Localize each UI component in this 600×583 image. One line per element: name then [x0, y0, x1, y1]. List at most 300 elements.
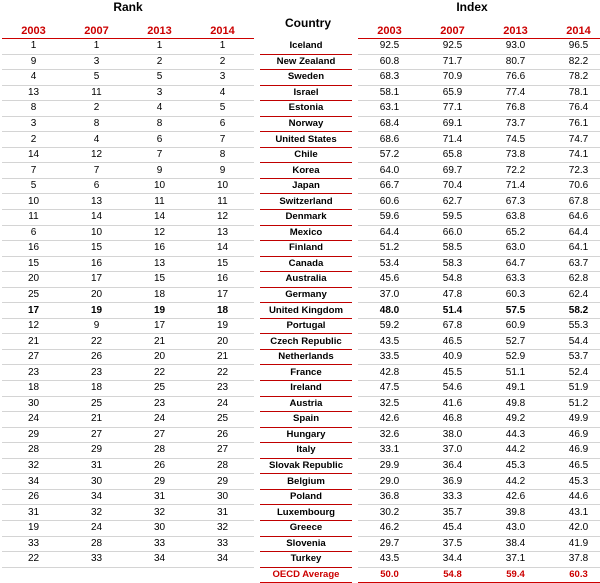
index-cell: 64.4	[547, 225, 600, 241]
country-cell: Korea	[260, 163, 352, 179]
index-cell: 52.4	[547, 365, 600, 381]
rank-cell: 11	[2, 210, 65, 226]
index-cell: 53.7	[547, 349, 600, 365]
rank-cell: 6	[2, 225, 65, 241]
table-row	[2, 54, 600, 70]
rank-cell: 18	[128, 287, 191, 303]
rank-cell: 27	[191, 443, 254, 459]
rank-cell: 6	[191, 116, 254, 132]
blank-cell	[191, 567, 254, 582]
oecd-average-row	[2, 567, 600, 582]
rank-cell: 3	[65, 54, 128, 70]
table-row	[2, 365, 600, 381]
rank-cell: 34	[2, 474, 65, 490]
country-cell: Turkey	[260, 552, 352, 568]
index-cell: 49.1	[484, 381, 547, 397]
index-cell: 40.9	[421, 349, 484, 365]
rank-year-header: 2007	[65, 24, 128, 39]
index-cell: 45.6	[358, 272, 421, 288]
rank-cell: 23	[2, 365, 65, 381]
rank-cell: 21	[128, 334, 191, 350]
index-cell: 60.6	[358, 194, 421, 210]
country-cell: Canada	[260, 256, 352, 272]
index-cell: 37.1	[484, 552, 547, 568]
index-cell: 69.1	[421, 116, 484, 132]
rank-cell: 9	[65, 318, 128, 334]
rank-cell: 30	[128, 520, 191, 536]
rank-cell: 16	[2, 241, 65, 257]
index-cell: 78.1	[547, 85, 600, 101]
rank-cell: 19	[128, 303, 191, 319]
table-row	[2, 443, 600, 459]
rank-cell: 21	[191, 349, 254, 365]
rank-cell: 29	[65, 443, 128, 459]
index-cell: 77.4	[484, 85, 547, 101]
index-cell: 65.9	[421, 85, 484, 101]
rank-cell: 10	[128, 178, 191, 194]
rank-cell: 8	[191, 147, 254, 163]
rank-cell: 21	[2, 334, 65, 350]
rank-cell: 1	[2, 39, 65, 55]
index-cell: 49.2	[484, 412, 547, 428]
index-cell: 51.4	[421, 303, 484, 319]
index-cell: 37.8	[547, 552, 600, 568]
index-cell: 44.2	[484, 443, 547, 459]
rank-cell: 15	[128, 272, 191, 288]
rank-cell: 18	[65, 381, 128, 397]
index-cell: 68.3	[358, 70, 421, 86]
table-row	[2, 178, 600, 194]
rank-cell: 19	[2, 520, 65, 536]
oecd-average-label: OECD Average	[260, 567, 352, 582]
index-cell: 64.1	[547, 241, 600, 257]
rank-cell: 33	[2, 536, 65, 552]
country-cell: Italy	[260, 443, 352, 459]
rank-cell: 27	[2, 349, 65, 365]
index-cell: 59.2	[358, 318, 421, 334]
index-cell: 46.8	[421, 412, 484, 428]
index-cell: 63.3	[484, 272, 547, 288]
table-row	[2, 85, 600, 101]
country-cell: Mexico	[260, 225, 352, 241]
index-cell: 52.7	[484, 334, 547, 350]
rank-heading: Rank	[113, 0, 143, 14]
blank-cell	[128, 567, 191, 582]
index-cell: 93.0	[484, 39, 547, 55]
rank-cell: 11	[191, 194, 254, 210]
rank-cell: 22	[65, 334, 128, 350]
rank-cell: 14	[65, 210, 128, 226]
rank-cell: 10	[191, 178, 254, 194]
rank-cell: 16	[128, 241, 191, 257]
index-cell: 76.8	[484, 101, 547, 117]
rank-cell: 26	[65, 349, 128, 365]
index-cell: 43.5	[358, 334, 421, 350]
rank-cell: 15	[65, 241, 128, 257]
rank-cell: 10	[65, 225, 128, 241]
table-row	[2, 225, 600, 241]
table-row	[2, 272, 600, 288]
rank-cell: 8	[2, 101, 65, 117]
index-cell: 77.1	[421, 101, 484, 117]
index-cell: 29.7	[358, 536, 421, 552]
index-cell: 54.4	[547, 334, 600, 350]
index-cell: 76.6	[484, 70, 547, 86]
rank-cell: 3	[128, 85, 191, 101]
rank-cell: 27	[128, 427, 191, 443]
rank-cell: 11	[65, 85, 128, 101]
rank-cell: 29	[2, 427, 65, 443]
index-cell: 32.5	[358, 396, 421, 412]
rank-cell: 23	[191, 381, 254, 397]
index-cell: 72.2	[484, 163, 547, 179]
country-cell: Ireland	[260, 381, 352, 397]
index-cell: 63.8	[484, 210, 547, 226]
rank-cell: 24	[191, 396, 254, 412]
rank-cell: 33	[65, 552, 128, 568]
rank-cell: 15	[191, 256, 254, 272]
rank-cell: 9	[191, 163, 254, 179]
rank-cell: 34	[65, 489, 128, 505]
rank-cell: 17	[2, 303, 65, 319]
index-cell: 76.4	[547, 101, 600, 117]
rank-cell: 8	[128, 116, 191, 132]
index-cell: 42.0	[547, 520, 600, 536]
average-index-cell: 60.3	[547, 567, 600, 582]
rank-cell: 2	[128, 54, 191, 70]
country-cell: Netherlands	[260, 349, 352, 365]
rank-cell: 4	[128, 101, 191, 117]
index-cell: 51.2	[358, 241, 421, 257]
rank-cell: 14	[2, 147, 65, 163]
country-cell: Chile	[260, 147, 352, 163]
blank-cell	[65, 567, 128, 582]
rank-cell: 24	[2, 412, 65, 428]
index-cell: 46.2	[358, 520, 421, 536]
country-cell: United Kingdom	[260, 303, 352, 319]
index-cell: 37.0	[358, 287, 421, 303]
rank-cell: 6	[65, 178, 128, 194]
index-cell: 48.0	[358, 303, 421, 319]
index-cell: 45.3	[547, 474, 600, 490]
index-year-header: 2014	[547, 24, 600, 39]
rank-cell: 34	[128, 552, 191, 568]
rank-cell: 13	[191, 225, 254, 241]
country-cell: Switzerland	[260, 194, 352, 210]
index-cell: 47.8	[421, 287, 484, 303]
table-row	[2, 520, 600, 536]
index-cell: 70.6	[547, 178, 600, 194]
rank-cell: 23	[128, 396, 191, 412]
rank-cell: 22	[191, 365, 254, 381]
index-cell: 44.6	[547, 489, 600, 505]
index-cell: 57.5	[484, 303, 547, 319]
rank-cell: 4	[2, 70, 65, 86]
rank-cell: 1	[128, 39, 191, 55]
index-cell: 34.4	[421, 552, 484, 568]
rank-cell: 33	[128, 536, 191, 552]
year-header-row	[2, 24, 600, 39]
country-cell: Greece	[260, 520, 352, 536]
index-cell: 58.3	[421, 256, 484, 272]
rank-cell: 24	[65, 520, 128, 536]
index-cell: 58.2	[547, 303, 600, 319]
index-cell: 82.2	[547, 54, 600, 70]
table-row	[2, 70, 600, 86]
rank-cell: 4	[191, 85, 254, 101]
rank-cell: 5	[65, 70, 128, 86]
index-cell: 41.9	[547, 536, 600, 552]
index-cell: 44.3	[484, 427, 547, 443]
index-cell: 62.7	[421, 194, 484, 210]
rank-cell: 1	[191, 39, 254, 55]
index-cell: 35.7	[421, 505, 484, 521]
table-row	[2, 505, 600, 521]
index-cell: 74.5	[484, 132, 547, 148]
index-cell: 52.9	[484, 349, 547, 365]
index-cell: 64.7	[484, 256, 547, 272]
country-cell: New Zealand	[260, 54, 352, 70]
country-cell: Finland	[260, 241, 352, 257]
index-cell: 72.3	[547, 163, 600, 179]
rank-year-header: 2014	[191, 24, 254, 39]
table-row	[2, 552, 600, 568]
table-row	[2, 489, 600, 505]
country-cell: Spain	[260, 412, 352, 428]
table-row	[2, 536, 600, 552]
rank-cell: 26	[191, 427, 254, 443]
index-cell: 43.0	[484, 520, 547, 536]
rank-cell: 18	[2, 381, 65, 397]
table-row	[2, 241, 600, 257]
index-cell: 60.9	[484, 318, 547, 334]
rank-cell: 8	[65, 116, 128, 132]
average-index-cell: 59.4	[484, 567, 547, 582]
table-row	[2, 318, 600, 334]
average-index-cell: 50.0	[358, 567, 421, 582]
country-cell: Slovak Republic	[260, 458, 352, 474]
rank-cell: 31	[191, 505, 254, 521]
index-cell: 63.0	[484, 241, 547, 257]
rank-cell: 20	[191, 334, 254, 350]
index-cell: 92.5	[358, 39, 421, 55]
rank-cell: 18	[191, 303, 254, 319]
rank-cell: 25	[191, 412, 254, 428]
rank-cell: 14	[128, 210, 191, 226]
rank-cell: 31	[65, 458, 128, 474]
rank-cell: 7	[2, 163, 65, 179]
index-cell: 44.2	[484, 474, 547, 490]
index-year-header: 2013	[484, 24, 547, 39]
index-cell: 49.8	[484, 396, 547, 412]
index-cell: 49.9	[547, 412, 600, 428]
rank-cell: 34	[191, 552, 254, 568]
country-cell: Sweden	[260, 70, 352, 86]
index-cell: 59.5	[421, 210, 484, 226]
index-cell: 32.6	[358, 427, 421, 443]
index-cell: 58.1	[358, 85, 421, 101]
table-body	[2, 39, 600, 568]
table-row	[2, 194, 600, 210]
rank-cell: 2	[65, 101, 128, 117]
rank-cell: 9	[2, 54, 65, 70]
index-cell: 46.5	[421, 334, 484, 350]
index-cell: 73.7	[484, 116, 547, 132]
rank-cell: 20	[128, 349, 191, 365]
rank-cell: 7	[191, 132, 254, 148]
index-cell: 64.0	[358, 163, 421, 179]
table-row	[2, 287, 600, 303]
rank-cell: 7	[65, 163, 128, 179]
rank-cell: 26	[128, 458, 191, 474]
rank-cell: 5	[2, 178, 65, 194]
index-cell: 65.2	[484, 225, 547, 241]
rank-cell: 5	[191, 101, 254, 117]
rank-year-header: 2003	[2, 24, 65, 39]
rank-cell: 16	[191, 272, 254, 288]
rank-cell: 30	[65, 474, 128, 490]
rank-cell: 2	[191, 54, 254, 70]
index-cell: 76.1	[547, 116, 600, 132]
rank-cell: 16	[65, 256, 128, 272]
index-cell: 67.8	[547, 194, 600, 210]
country-cell: Japan	[260, 178, 352, 194]
index-cell: 30.2	[358, 505, 421, 521]
rank-cell: 25	[128, 381, 191, 397]
index-cell: 42.6	[484, 489, 547, 505]
index-cell: 62.8	[547, 272, 600, 288]
index-year-header: 2003	[358, 24, 421, 39]
index-cell: 47.5	[358, 381, 421, 397]
country-cell: Austria	[260, 396, 352, 412]
country-header-cell	[260, 24, 352, 39]
index-cell: 42.6	[358, 412, 421, 428]
country-cell: United States	[260, 132, 352, 148]
index-cell: 67.8	[421, 318, 484, 334]
table-row	[2, 334, 600, 350]
index-cell: 68.4	[358, 116, 421, 132]
index-cell: 36.9	[421, 474, 484, 490]
index-cell: 43.1	[547, 505, 600, 521]
rank-cell: 12	[128, 225, 191, 241]
index-cell: 67.3	[484, 194, 547, 210]
rank-cell: 32	[128, 505, 191, 521]
table-row	[2, 303, 600, 319]
index-cell: 46.5	[547, 458, 600, 474]
rank-cell: 7	[128, 147, 191, 163]
rank-cell: 17	[191, 287, 254, 303]
rank-cell: 29	[191, 474, 254, 490]
rank-cell: 5	[128, 70, 191, 86]
index-cell: 51.1	[484, 365, 547, 381]
country-heading: Country	[285, 16, 331, 30]
rank-cell: 17	[128, 318, 191, 334]
index-cell: 33.1	[358, 443, 421, 459]
rank-cell: 19	[65, 303, 128, 319]
rank-cell: 17	[65, 272, 128, 288]
rank-cell: 32	[191, 520, 254, 536]
ranking-table	[2, 24, 600, 583]
index-cell: 57.2	[358, 147, 421, 163]
index-cell: 60.3	[484, 287, 547, 303]
index-cell: 38.4	[484, 536, 547, 552]
rank-cell: 3	[2, 116, 65, 132]
table-row	[2, 458, 600, 474]
rank-cell: 32	[2, 458, 65, 474]
index-cell: 63.1	[358, 101, 421, 117]
country-cell: Portugal	[260, 318, 352, 334]
country-cell: Hungary	[260, 427, 352, 443]
index-cell: 70.4	[421, 178, 484, 194]
index-cell: 42.8	[358, 365, 421, 381]
index-cell: 58.5	[421, 241, 484, 257]
index-cell: 60.8	[358, 54, 421, 70]
index-cell: 46.9	[547, 427, 600, 443]
index-cell: 45.3	[484, 458, 547, 474]
index-cell: 74.7	[547, 132, 600, 148]
index-cell: 45.4	[421, 520, 484, 536]
table-row	[2, 474, 600, 490]
index-cell: 33.3	[421, 489, 484, 505]
index-cell: 53.4	[358, 256, 421, 272]
index-cell: 64.4	[358, 225, 421, 241]
index-cell: 39.8	[484, 505, 547, 521]
rank-cell: 24	[128, 412, 191, 428]
rank-cell: 30	[2, 396, 65, 412]
rank-cell: 29	[128, 474, 191, 490]
rank-cell: 31	[2, 505, 65, 521]
country-cell: Israel	[260, 85, 352, 101]
index-year-header: 2007	[421, 24, 484, 39]
rank-cell: 10	[2, 194, 65, 210]
rank-cell: 31	[128, 489, 191, 505]
index-cell: 37.0	[421, 443, 484, 459]
country-cell: Estonia	[260, 101, 352, 117]
rank-cell: 25	[65, 396, 128, 412]
index-cell: 68.6	[358, 132, 421, 148]
rank-cell: 11	[128, 194, 191, 210]
country-cell: France	[260, 365, 352, 381]
index-cell: 78.2	[547, 70, 600, 86]
table-row	[2, 396, 600, 412]
table-row	[2, 210, 600, 226]
index-cell: 29.0	[358, 474, 421, 490]
country-cell: Norway	[260, 116, 352, 132]
rank-cell: 13	[128, 256, 191, 272]
country-cell: Belgium	[260, 474, 352, 490]
index-cell: 46.9	[547, 443, 600, 459]
table-row	[2, 349, 600, 365]
index-cell: 43.5	[358, 552, 421, 568]
index-cell: 45.5	[421, 365, 484, 381]
rank-cell: 6	[128, 132, 191, 148]
index-cell: 51.2	[547, 396, 600, 412]
country-cell: Australia	[260, 272, 352, 288]
blank-cell	[2, 567, 65, 582]
rank-cell: 20	[65, 287, 128, 303]
index-cell: 80.7	[484, 54, 547, 70]
index-cell: 37.5	[421, 536, 484, 552]
country-cell: Poland	[260, 489, 352, 505]
table-row	[2, 163, 600, 179]
index-cell: 29.9	[358, 458, 421, 474]
rank-cell: 22	[2, 552, 65, 568]
index-cell: 36.8	[358, 489, 421, 505]
index-cell: 36.4	[421, 458, 484, 474]
index-cell: 69.7	[421, 163, 484, 179]
rank-cell: 32	[65, 505, 128, 521]
index-cell: 71.4	[484, 178, 547, 194]
